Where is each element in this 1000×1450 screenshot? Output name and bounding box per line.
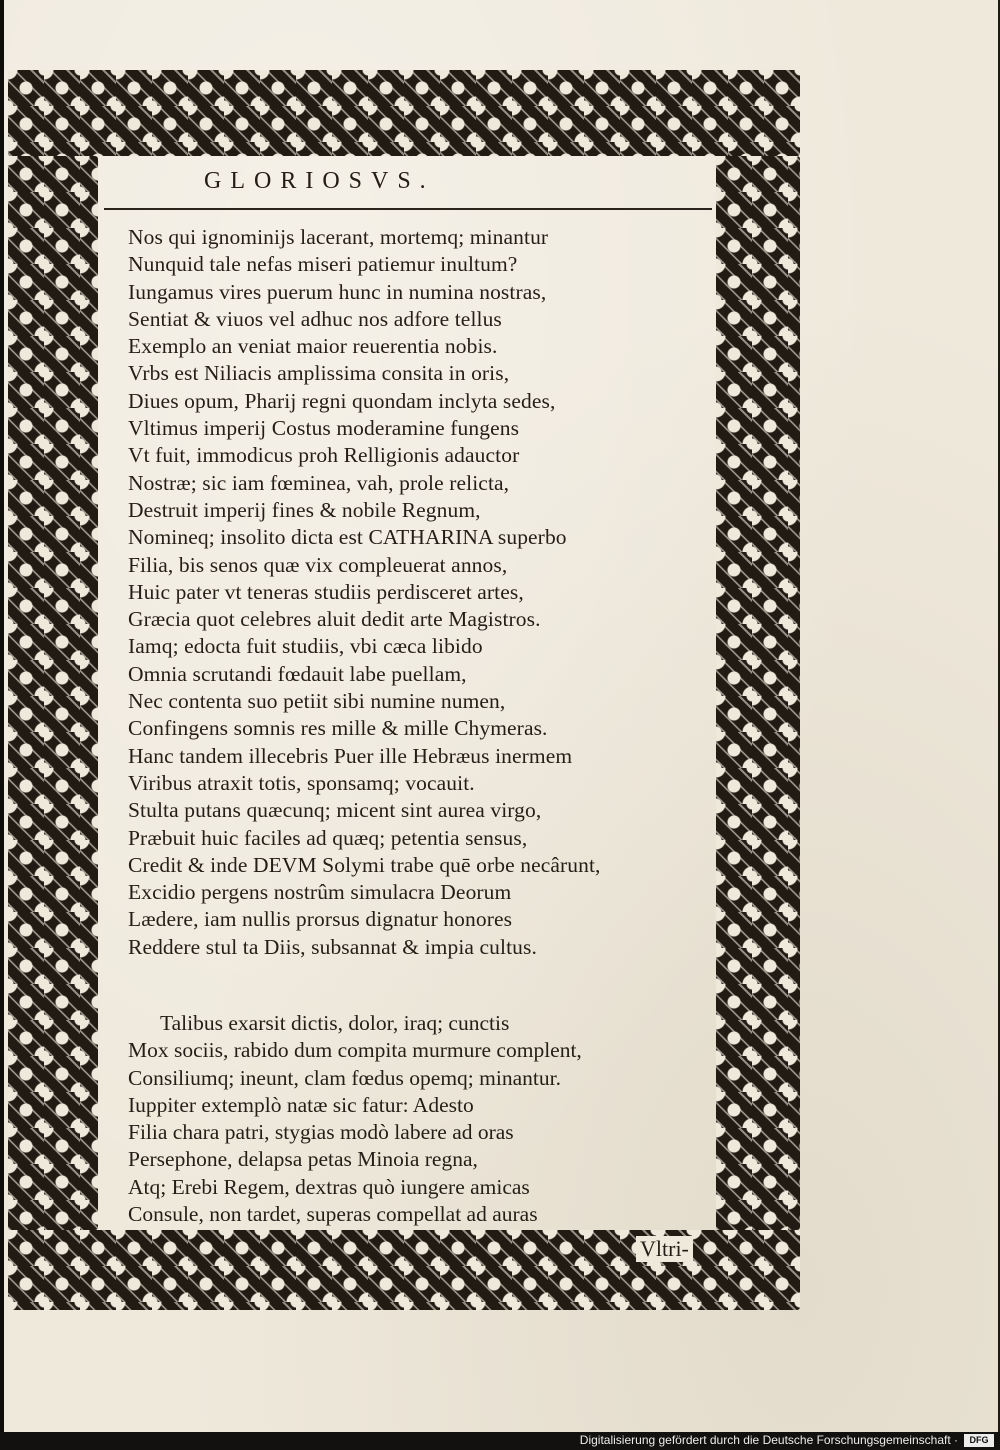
verse-line: Stulta putans quæcunq; micent sint aurea virgo, <box>128 798 542 823</box>
verse-line: Reddere stul ta Diis, subsannat & impia cultus. <box>128 934 537 959</box>
verse-line: Filia, bis senos quæ vix compleuerat annos, <box>128 552 508 577</box>
verse-line: Nostræ; sic iam fœminea, vah, prole relicta, <box>128 470 510 495</box>
running-head: GLORIOSVS. <box>204 168 435 194</box>
verse-line: Viribus atraxit totis, sponsamq; vocauit. <box>128 770 475 795</box>
verse-line: Nec contenta suo petiit sibi numine numen, <box>128 689 506 714</box>
verse-line: Filia chara patri, stygias modò labere ad oras <box>128 1120 514 1145</box>
ornamental-border-top <box>8 70 800 156</box>
verse-line: Vrbs est Niliacis amplissima consita in oris, <box>128 361 510 386</box>
verse-line: Nos qui ignominijs lacerant, mortemq; minantur <box>128 225 549 249</box>
verse-line: Credit & inde DEVM Solymi trabe quē orbe necârunt, <box>128 852 601 877</box>
verse-line: Hanc tandem illecebris Puer ille Hebræus inermem <box>128 743 573 768</box>
verse-line: Mox sociis, rabido dum compita murmure complent, <box>128 1038 582 1063</box>
verse-block-1 <box>128 224 716 961</box>
verse-line: Exemplo an veniat maior reuerentia nobis. <box>128 334 498 359</box>
ornamental-border-right <box>716 156 800 1230</box>
book-page <box>4 0 998 1432</box>
verse-line: Persephone, delapsa petas Minoia regna, <box>128 1147 478 1172</box>
verse-line: Lædere, iam nullis prorsus dignatur honores <box>128 907 513 932</box>
verse-line: Iamq; edocta fuit studiis, vbi cæca libido <box>128 634 483 659</box>
verse-line: Excidio pergens nostrûm simulacra Deorum <box>128 880 512 905</box>
scan-left-edge <box>0 0 4 1432</box>
verse-line: Confingens somnis res mille & mille Chymeras. <box>128 716 548 741</box>
verse-block-2 <box>128 1010 716 1228</box>
verse-line: Destruit imperij fines & nobile Regnum, <box>128 497 481 522</box>
verse-line: Iuppiter extemplò natæ sic fatur: Adesto <box>128 1092 474 1117</box>
verse-line: Nomineq; insolito dicta est CATHARINA superbo <box>128 525 567 550</box>
verse-line: Diues opum, Pharij regni quondam inclyta sedes, <box>128 388 556 413</box>
verse-line: Omnia scrutandi fœdauit labe puellam, <box>128 661 467 686</box>
verse-line: Vt fuit, immodicus proh Relligionis adauctor <box>128 443 520 468</box>
funding-credit: Digitalisierung gefördert durch die Deutsche Forschungsgemeinschaft · <box>579 1433 958 1447</box>
verse-line: Græcia quot celebres aluit dedit arte Magistros. <box>128 607 541 632</box>
verse-line: Talibus exarsit dictis, dolor, iraq; cunctis <box>160 1011 510 1035</box>
verse-line: Vltimus imperij Costus moderamine fungens <box>128 416 520 441</box>
verse-line: Nunquid tale nefas miseri patiemur inultum? <box>128 252 518 277</box>
verse-line: Huic pater vt teneras studiis perdisceret artes, <box>128 579 524 604</box>
catchword: Vltri- <box>636 1236 693 1262</box>
verse-line: Consiliumq; ineunt, clam fœdus opemq; minantur. <box>128 1065 561 1090</box>
dfg-logo-icon: DFG <box>964 1434 994 1447</box>
verse-line: Atq; Erebi Regem, dextras quò iungere amicas <box>128 1174 530 1199</box>
head-rule <box>104 208 712 210</box>
footer-bar <box>0 1432 1000 1450</box>
ornamental-border-left <box>8 156 98 1230</box>
verse-line: Consule, non tardet, superas compellat ad auras <box>128 1202 538 1227</box>
verse-line: Præbuit huic faciles ad quæq; petentia sensus, <box>128 825 528 850</box>
verse-line: Sentiat & viuos vel adhuc nos adfore tellus <box>128 306 502 331</box>
verse-line: Iungamus vires puerum hunc in numina nostras, <box>128 279 547 304</box>
